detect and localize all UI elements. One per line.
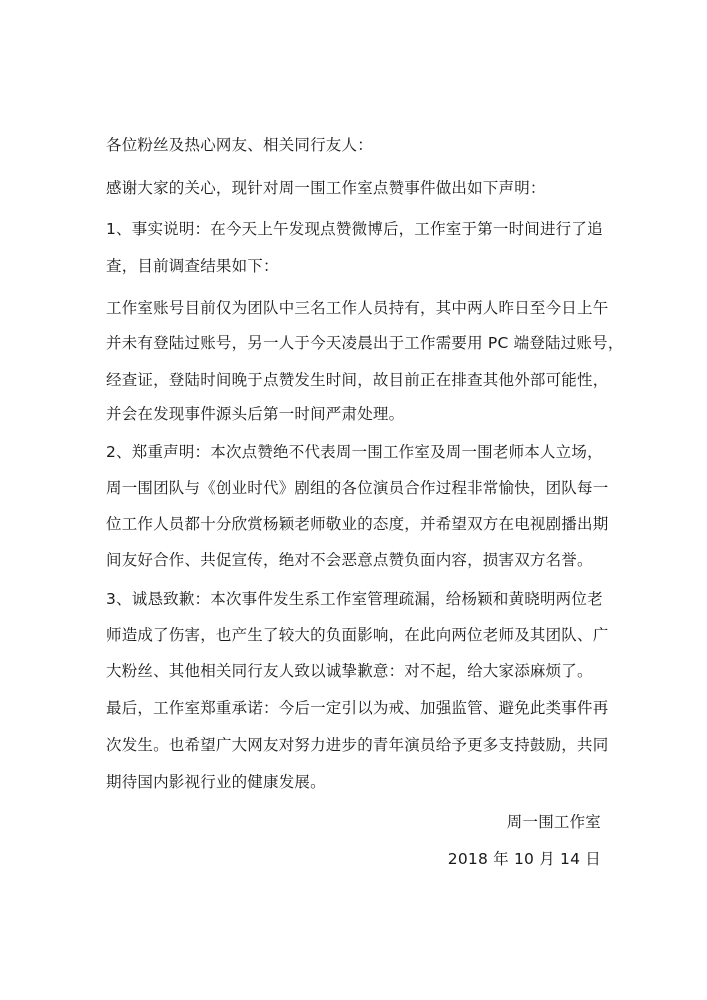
intro-line: 感谢大家的关心，现针对周一围工作室点赞事件做出如下声明： [106,179,546,197]
body-line: 最后，工作室郑重承诺：今后一定引以为戒、加强监管、避免此类事件再 [106,699,609,717]
date: 2018 年 10 月 14 日 [447,850,601,868]
body-line: 师造成了伤害，也产生了较大的负面影响，在此向两位老师及其团队、广 [106,626,609,644]
signature: 周一围工作室 [506,813,601,831]
salutation: 各位粉丝及热心网友、相关同行友人： [106,136,373,154]
body-line: 经查证，登陆时间晚于点赞发生时间，故目前正在排查其他外部可能性， [106,371,609,389]
body-line: 3、诚恳致歉：本次事件发生系工作室管理疏漏，给杨颖和黄晓明两位老 [106,590,603,608]
body-line: 2、郑重声明：本次点赞绝不代表周一围工作室及周一围老师本人立场， [106,443,603,461]
body-line: 次发生。也希望广大网友对努力进步的青年演员给予更多支持鼓励，共同 [106,736,609,754]
body-line: 位工作人员都十分欣赏杨颖老师敬业的态度，并希望双方在电视剧播出期 [106,515,609,533]
body-line: 并未有登陆过账号，另一人于今天凌晨出于工作需要用 PC 端登陆过账号， [106,334,624,352]
body-line: 大粉丝、其他相关同行友人致以诚挚歉意：对不起，给大家添麻烦了。 [106,662,593,680]
body-line: 1、事实说明：在今天上午发现点赞微博后，工作室于第一时间进行了追 [106,220,603,238]
body-line: 工作室账号目前仅为团队中三名工作人员持有，其中两人昨日至今日上午 [106,299,609,317]
body-line: 周一围团队与《创业时代》剧组的各位演员合作过程非常愉快，团队每一 [106,479,609,497]
body-line: 并会在发现事件源头后第一时间严肃处理。 [106,405,405,423]
body-line: 间友好合作、共促宣传，绝对不会恶意点赞负面内容，损害双方名誉。 [106,551,593,569]
body-line: 查，目前调查结果如下： [106,257,279,275]
body-line: 期待国内影视行业的健康发展。 [106,773,326,791]
